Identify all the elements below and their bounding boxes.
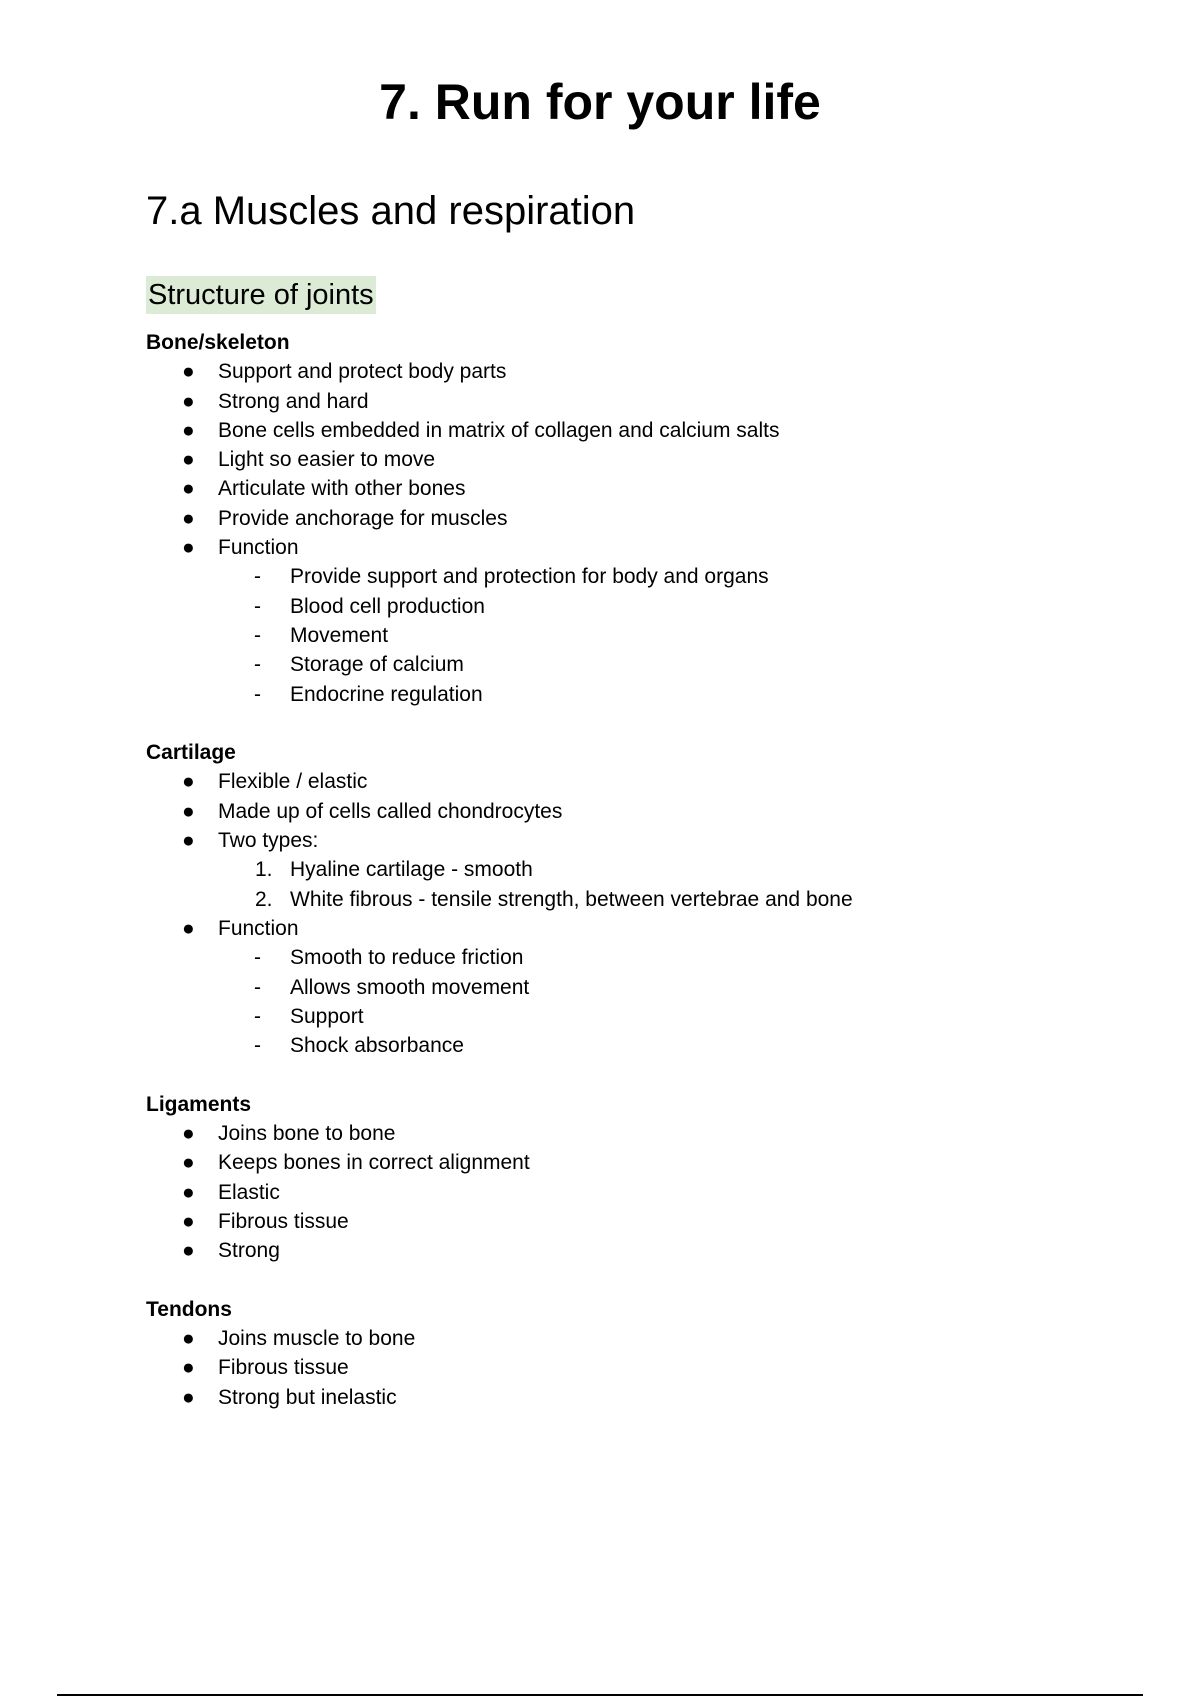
cartilage-section-title: Cartilage [146, 741, 236, 765]
list-item-text: Light so easier to move [218, 448, 436, 472]
list-item-text: Two types: [218, 829, 319, 853]
ligaments-section [146, 1090, 1146, 1266]
bullet-icon: ● [182, 1327, 195, 1351]
list-item-text: Bone cells embedded in matrix of collagen and calcium salts [218, 418, 780, 442]
bullet-icon: ● [182, 1209, 195, 1233]
bone-list [146, 357, 1146, 709]
dash-icon: - [254, 682, 261, 706]
page-title: 7. Run for your life [379, 74, 821, 130]
tendons-section [146, 1295, 1146, 1412]
list-item-text: Provide anchorage for muscles [218, 506, 508, 530]
dash-icon: - [254, 1004, 261, 1028]
bone-section-title: Bone/skeleton [146, 331, 290, 354]
list-item [146, 914, 1146, 1060]
cartilage-section [146, 738, 1146, 1060]
highlighted-subheading: Structure of joints [146, 276, 376, 314]
list-item [146, 1236, 1146, 1265]
cartilage-function-list [146, 943, 1146, 1060]
numbered-item [146, 885, 1146, 914]
sub-list-item-text: Smooth to reduce friction [290, 946, 524, 970]
sub-list-item-text: Allows smooth movement [290, 975, 530, 999]
list-item-text: Fibrous tissue [218, 1209, 349, 1233]
list-item [146, 1324, 1146, 1353]
sub-list-item-text: Provide support and protection for body and organs [290, 565, 769, 589]
list-item-text: Function [218, 916, 299, 940]
bone-function-list [146, 562, 1146, 708]
item-number: 2. [255, 887, 273, 911]
bullet-icon: ● [182, 389, 195, 413]
dash-icon: - [254, 946, 261, 970]
list-item-text: Keeps bones in correct alignment [218, 1151, 530, 1175]
bullet-icon: ● [182, 1239, 195, 1263]
bullet-icon: ● [182, 829, 195, 853]
list-item [146, 1148, 1146, 1177]
bullet-icon: ● [182, 916, 195, 940]
list-item [146, 533, 1146, 709]
bullet-icon: ● [182, 1385, 195, 1409]
list-item-text: Joins muscle to bone [218, 1327, 416, 1351]
sub-list-item-text: Endocrine regulation [290, 682, 483, 706]
tendons-list [146, 1324, 1146, 1412]
bullet-icon: ● [182, 360, 195, 384]
bullet-icon: ● [182, 1356, 195, 1380]
sub-list-item [146, 680, 1146, 709]
sub-list-item [146, 943, 1146, 972]
list-item [146, 1353, 1146, 1382]
bullet-icon: ● [182, 448, 195, 472]
list-item-text: Articulate with other bones [218, 477, 466, 501]
list-item-text: Strong but inelastic [218, 1385, 397, 1409]
bullet-icon: ● [182, 1122, 195, 1146]
list-item-text: Flexible / elastic [218, 770, 368, 794]
ligaments-list [146, 1119, 1146, 1265]
sub-list-item [146, 973, 1146, 1002]
sub-list-item [146, 621, 1146, 650]
bullet-icon: ● [182, 799, 195, 823]
sub-list-item [146, 1031, 1146, 1060]
numbered-item [146, 855, 1146, 884]
list-item-text: Strong and hard [218, 389, 369, 413]
sub-list-item [146, 650, 1146, 679]
sub-list-item-text: Storage of calcium [290, 653, 464, 677]
bullet-icon: ● [182, 1151, 195, 1175]
list-item [146, 504, 1146, 533]
cartilage-types-list [146, 855, 1146, 914]
cartilage-list [146, 767, 1146, 1060]
list-item [146, 1207, 1146, 1236]
sub-list-item-text: Support [290, 1004, 364, 1028]
list-item-text: Fibrous tissue [218, 1356, 349, 1380]
list-item-text: Made up of cells called chondrocytes [218, 799, 563, 823]
page-bottom-rule [57, 1694, 1143, 1696]
list-item [146, 1383, 1146, 1412]
bullet-icon: ● [182, 418, 195, 442]
list-item [146, 1178, 1146, 1207]
item-number: 1. [255, 858, 273, 882]
tendons-section-title: Tendons [146, 1297, 232, 1321]
list-item [146, 826, 1146, 914]
sub-list-item-text: Blood cell production [290, 594, 485, 618]
ligaments-section-title: Ligaments [146, 1092, 252, 1116]
bone-section [146, 328, 1146, 709]
dash-icon: - [254, 975, 261, 999]
sub-list-item-text: Shock absorbance [290, 1034, 464, 1058]
bullet-icon: ● [182, 506, 195, 530]
list-item [146, 474, 1146, 503]
bullet-icon: ● [182, 477, 195, 501]
list-item [146, 797, 1146, 826]
dash-icon: - [254, 1034, 261, 1058]
bullet-icon: ● [182, 770, 195, 794]
list-item [146, 445, 1146, 474]
list-item [146, 1119, 1146, 1148]
dash-icon: - [254, 653, 261, 677]
list-item [146, 416, 1146, 445]
bullet-icon: ● [182, 536, 195, 560]
list-item-text: Function [218, 536, 299, 560]
sub-list-item [146, 1002, 1146, 1031]
notes-content [146, 328, 1146, 1412]
numbered-item-text: White fibrous - tensile strength, between vertebrae and bone [290, 887, 853, 911]
section-heading: 7.a Muscles and respiration [146, 189, 636, 233]
sub-list-item-text: Movement [290, 623, 389, 647]
numbered-item-text: Hyaline cartilage - smooth [290, 858, 533, 882]
sub-list-item [146, 562, 1146, 591]
dash-icon: - [254, 565, 261, 589]
list-item-text: Joins bone to bone [218, 1122, 396, 1146]
dash-icon: - [254, 594, 261, 618]
list-item-text: Elastic [218, 1180, 280, 1204]
list-item-text: Support and protect body parts [218, 360, 507, 384]
sub-list-item [146, 592, 1146, 621]
dash-icon: - [254, 623, 261, 647]
list-item [146, 387, 1146, 416]
bullet-icon: ● [182, 1180, 195, 1204]
list-item-text: Strong [218, 1239, 280, 1263]
list-item [146, 767, 1146, 796]
list-item [146, 357, 1146, 386]
